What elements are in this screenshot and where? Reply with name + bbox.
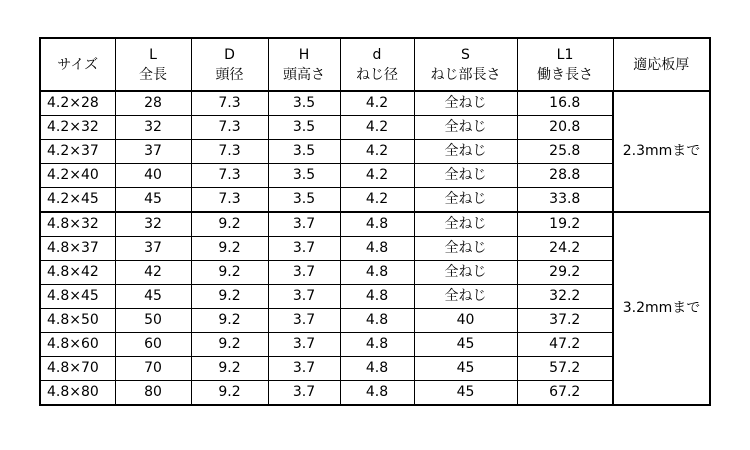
header-head-diameter-symbol: D bbox=[224, 46, 235, 63]
table-body bbox=[40, 91, 710, 405]
cell-head-height: 3.5 bbox=[268, 188, 340, 213]
header-thread-diameter-symbol: d bbox=[372, 46, 382, 63]
cell-head-diameter: 9.2 bbox=[191, 285, 268, 309]
cell-head-diameter: 7.3 bbox=[191, 188, 268, 213]
cell-working-length: 29.2 bbox=[517, 261, 613, 285]
cell-head-height: 3.7 bbox=[268, 333, 340, 357]
cell-head-diameter: 9.2 bbox=[191, 357, 268, 381]
cell-length: 60 bbox=[115, 333, 191, 357]
header-working-length-name: 働き長さ bbox=[537, 66, 593, 83]
cell-working-length: 47.2 bbox=[517, 333, 613, 357]
header-head-height-symbol: H bbox=[298, 46, 310, 63]
cell-head-height: 3.5 bbox=[268, 116, 340, 140]
cell-head-diameter: 9.2 bbox=[191, 309, 268, 333]
header-head-diameter bbox=[191, 38, 268, 91]
cell-working-length: 24.2 bbox=[517, 237, 613, 261]
cell-thread-length: 全ねじ bbox=[414, 164, 517, 188]
cell-thread-length: 40 bbox=[414, 309, 517, 333]
cell-head-height: 3.7 bbox=[268, 212, 340, 237]
cell-length: 28 bbox=[115, 91, 191, 116]
table-row bbox=[40, 357, 710, 381]
header-thread-diameter bbox=[340, 38, 414, 91]
cell-length: 32 bbox=[115, 116, 191, 140]
cell-thread-length: 全ねじ bbox=[414, 261, 517, 285]
cell-thread-length: 全ねじ bbox=[414, 237, 517, 261]
cell-thread-diameter: 4.2 bbox=[340, 91, 414, 116]
cell-size: 4.2×45 bbox=[40, 188, 115, 213]
header-length-name: 全長 bbox=[139, 66, 167, 83]
cell-thread-diameter: 4.2 bbox=[340, 140, 414, 164]
cell-working-length: 19.2 bbox=[517, 212, 613, 237]
cell-length: 45 bbox=[115, 285, 191, 309]
cell-working-length: 32.2 bbox=[517, 285, 613, 309]
cell-thread-length: 全ねじ bbox=[414, 188, 517, 213]
cell-length: 37 bbox=[115, 140, 191, 164]
header-head-diameter-name: 頭径 bbox=[215, 66, 244, 83]
cell-thread-diameter: 4.8 bbox=[340, 333, 414, 357]
table-row bbox=[40, 381, 710, 406]
header-thread-length-name: ねじ部長さ bbox=[430, 66, 501, 83]
header-plate-thickness: 適応板厚 bbox=[613, 38, 710, 91]
cell-thread-diameter: 4.2 bbox=[340, 188, 414, 213]
cell-thread-diameter: 4.8 bbox=[340, 237, 414, 261]
header-working-length bbox=[517, 38, 613, 91]
cell-length: 42 bbox=[115, 261, 191, 285]
header-length bbox=[115, 38, 191, 91]
cell-thread-length: 全ねじ bbox=[414, 285, 517, 309]
cell-thread-length: 45 bbox=[414, 357, 517, 381]
cell-size: 4.8×45 bbox=[40, 285, 115, 309]
cell-thread-length: 全ねじ bbox=[414, 212, 517, 237]
cell-head-height: 3.5 bbox=[268, 164, 340, 188]
cell-thread-length: 全ねじ bbox=[414, 91, 517, 116]
cell-working-length: 67.2 bbox=[517, 381, 613, 406]
cell-length: 80 bbox=[115, 381, 191, 406]
cell-head-height: 3.7 bbox=[268, 309, 340, 333]
table-row bbox=[40, 333, 710, 357]
cell-head-diameter: 9.2 bbox=[191, 237, 268, 261]
table-row bbox=[40, 188, 710, 213]
cell-head-diameter: 9.2 bbox=[191, 381, 268, 406]
cell-head-height: 3.7 bbox=[268, 237, 340, 261]
cell-head-height: 3.5 bbox=[268, 140, 340, 164]
cell-length: 37 bbox=[115, 237, 191, 261]
table-row bbox=[40, 164, 710, 188]
header-head-height-name: 頭高さ bbox=[283, 66, 325, 83]
cell-thread-length: 全ねじ bbox=[414, 116, 517, 140]
cell-head-diameter: 9.2 bbox=[191, 333, 268, 357]
cell-thread-diameter: 4.2 bbox=[340, 116, 414, 140]
cell-working-length: 37.2 bbox=[517, 309, 613, 333]
cell-head-diameter: 9.2 bbox=[191, 212, 268, 237]
header-size: サイズ bbox=[40, 38, 115, 91]
cell-size: 4.8×37 bbox=[40, 237, 115, 261]
cell-head-height: 3.5 bbox=[268, 91, 340, 116]
cell-length: 40 bbox=[115, 164, 191, 188]
cell-thread-length: 45 bbox=[414, 333, 517, 357]
cell-head-diameter: 9.2 bbox=[191, 261, 268, 285]
cell-working-length: 28.8 bbox=[517, 164, 613, 188]
cell-length: 50 bbox=[115, 309, 191, 333]
cell-head-diameter: 7.3 bbox=[191, 91, 268, 116]
cell-head-diameter: 7.3 bbox=[191, 164, 268, 188]
header-head-height bbox=[268, 38, 340, 91]
cell-working-length: 16.8 bbox=[517, 91, 613, 116]
cell-size: 4.2×37 bbox=[40, 140, 115, 164]
cell-working-length: 57.2 bbox=[517, 357, 613, 381]
cell-length: 70 bbox=[115, 357, 191, 381]
table-row bbox=[40, 140, 710, 164]
table-row bbox=[40, 309, 710, 333]
cell-thread-length: 全ねじ bbox=[414, 140, 517, 164]
cell-head-height: 3.7 bbox=[268, 261, 340, 285]
table-header bbox=[40, 38, 710, 91]
cell-thread-diameter: 4.8 bbox=[340, 261, 414, 285]
spec-table bbox=[39, 37, 711, 406]
cell-size: 4.2×28 bbox=[40, 91, 115, 116]
cell-length: 45 bbox=[115, 188, 191, 213]
cell-head-diameter: 7.3 bbox=[191, 116, 268, 140]
cell-plate-thickness: 2.3mmまで bbox=[613, 91, 710, 212]
header-working-length-symbol: L1 bbox=[556, 46, 574, 63]
header-row bbox=[40, 38, 710, 91]
cell-size: 4.2×40 bbox=[40, 164, 115, 188]
cell-size: 4.8×42 bbox=[40, 261, 115, 285]
cell-working-length: 25.8 bbox=[517, 140, 613, 164]
cell-thread-length: 45 bbox=[414, 381, 517, 406]
table-row bbox=[40, 285, 710, 309]
header-thread-diameter-name: ねじ径 bbox=[356, 66, 398, 83]
header-thread-length-symbol: S bbox=[461, 46, 470, 63]
cell-thread-diameter: 4.8 bbox=[340, 309, 414, 333]
cell-thread-diameter: 4.2 bbox=[340, 164, 414, 188]
cell-size: 4.8×70 bbox=[40, 357, 115, 381]
cell-head-diameter: 7.3 bbox=[191, 140, 268, 164]
table-row bbox=[40, 116, 710, 140]
cell-head-height: 3.7 bbox=[268, 381, 340, 406]
cell-thread-diameter: 4.8 bbox=[340, 357, 414, 381]
cell-working-length: 33.8 bbox=[517, 188, 613, 213]
cell-plate-thickness: 3.2mmまで bbox=[613, 212, 710, 405]
header-thread-length bbox=[414, 38, 517, 91]
table-row bbox=[40, 261, 710, 285]
table-row bbox=[40, 91, 710, 116]
cell-thread-diameter: 4.8 bbox=[340, 212, 414, 237]
cell-size: 4.8×50 bbox=[40, 309, 115, 333]
header-length-symbol: L bbox=[149, 46, 157, 63]
cell-length: 32 bbox=[115, 212, 191, 237]
table-row bbox=[40, 212, 710, 237]
table-row bbox=[40, 237, 710, 261]
cell-head-height: 3.7 bbox=[268, 357, 340, 381]
cell-working-length: 20.8 bbox=[517, 116, 613, 140]
cell-size: 4.8×32 bbox=[40, 212, 115, 237]
cell-thread-diameter: 4.8 bbox=[340, 285, 414, 309]
cell-size: 4.8×80 bbox=[40, 381, 115, 406]
cell-thread-diameter: 4.8 bbox=[340, 381, 414, 406]
cell-size: 4.8×60 bbox=[40, 333, 115, 357]
cell-head-height: 3.7 bbox=[268, 285, 340, 309]
cell-size: 4.2×32 bbox=[40, 116, 115, 140]
